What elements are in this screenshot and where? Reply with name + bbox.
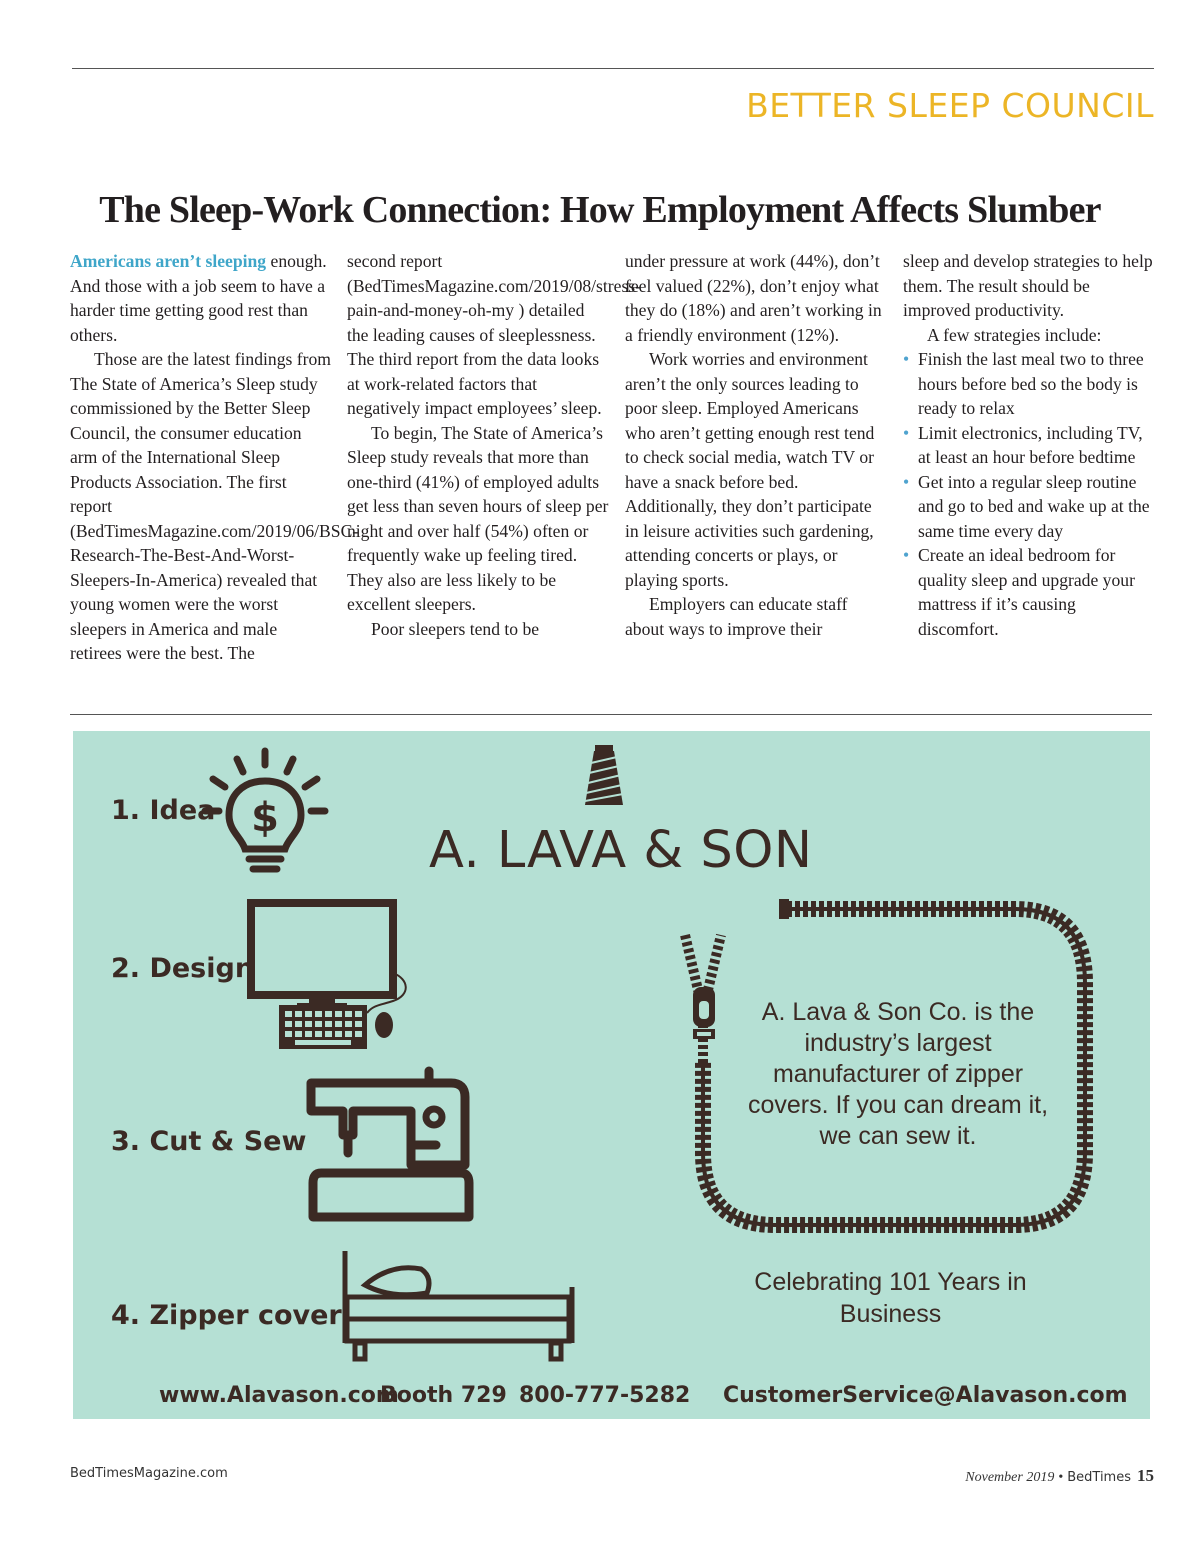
brand-name: A. LAVA & SON	[429, 821, 813, 880]
article-title: The Sleep-Work Connection: How Employment Affects Slumber	[99, 189, 1101, 231]
phone-number[interactable]: 800-777-5282	[519, 1383, 691, 1408]
step-cut-sew: 3. Cut & Sew	[111, 1126, 307, 1157]
footer-site: BedTimesMagazine.com	[70, 1466, 228, 1481]
paragraph: under pressure at work (44%), don’t feel valued (22%), don’t enjoy what they do (18%) and aren’t working in a friendly environment (12%).	[625, 251, 882, 345]
paragraph: second report (BedTimesMagazine.com/2019/08/stress-pain-and-money-oh-my ) detailed the leading causes of sleeplessness. The third report from the data looks at work-related factors that negatively impact employees’ sleep.	[347, 251, 642, 418]
article-column-4	[903, 249, 1155, 641]
article-column-2	[347, 249, 642, 641]
strategy-list	[903, 347, 1155, 641]
section-label: BETTER SLEEP COUNCIL	[746, 86, 1154, 125]
paragraph: Poor sleepers tend to be	[371, 618, 540, 639]
paragraph: To begin, The State of America’s Sleep study reveals that more than one-third (41%) of employed adults get less than seven hours of sleep per night and over half (54%) often or frequently wake up feeling tired. They also are less likely to be excellent sleepers.	[347, 422, 609, 614]
top-rule	[72, 68, 1154, 69]
thread-spool-icon	[581, 743, 627, 809]
website-link[interactable]: www.Alavason.com	[159, 1383, 399, 1408]
ad-blurb: A. Lava & Son Co. is the industry’s largest manufacturer of zipper covers. If you can dream it, we can sew it.	[747, 998, 1049, 1150]
bed-icon	[341, 1247, 576, 1365]
email-link[interactable]: CustomerService@Alavason.com	[723, 1383, 1128, 1408]
magazine-name: BedTimes	[1067, 1470, 1131, 1485]
step-zipper-cover: 4. Zipper cover	[111, 1300, 342, 1331]
footer-folio: November 2019 • BedTimes 15	[965, 1466, 1154, 1485]
step-idea: 1. Idea	[111, 795, 216, 826]
article-column-3	[625, 249, 887, 641]
issue-date: November 2019	[965, 1470, 1055, 1485]
paragraph: A few strategies include:	[927, 324, 1102, 345]
list-item: • Limit electronics, including TV, at least an hour before bedtime	[903, 421, 1155, 470]
page-number: 15	[1137, 1466, 1154, 1485]
anniversary-text: Celebrating 101 Years in Business	[754, 1268, 1027, 1328]
list-item: • Finish the last meal two to three hours before bed so the body is ready to relax	[903, 347, 1155, 421]
paragraph: Employers can educate staff about ways to improve their	[625, 594, 848, 639]
advertisement[interactable]	[73, 731, 1150, 1419]
paragraph: enough. And those with a job seem to have a harder time getting good rest than others.	[70, 251, 327, 345]
lead-in: Americans aren’t sleeping	[70, 251, 267, 271]
paragraph: Work worries and environment aren’t the only sources leading to poor sleep. Employed Americans who aren’t getting enough rest tend to check social media, watch TV or have a snack before bed. Additionally, they don’t participate in leisure activities such gardening, attending concerts or plays, or playing sports.	[625, 349, 875, 590]
paragraph: sleep and develop strategies to help them. The result should be improved productivity.	[903, 251, 1153, 320]
step-design: 2. Design	[111, 953, 255, 984]
article-column-1	[70, 249, 359, 666]
list-item: • Get into a regular sleep routine and go to bed and wake up at the same time every day	[903, 470, 1155, 544]
paragraph: Those are the latest findings from The State of America’s Sleep study commissioned by the Better Sleep Council, the consumer education arm of the International Sleep Products Association. The first report (BedTimesMagazine.com/2019/06/BSC-Research-The-Best-And-Worst-Sleepers-In-America) revealed that young women were the worst sleepers in America and male retirees were the best. The	[70, 349, 359, 663]
section-divider	[70, 714, 1152, 715]
computer-icon	[243, 895, 415, 1055]
list-item: • Create an ideal bedroom for quality sleep and upgrade your mattress if it’s causing discomfort.	[903, 543, 1155, 641]
lightbulb-dollar-icon	[201, 745, 331, 875]
booth-number: Booth 729	[380, 1383, 507, 1408]
sewing-machine-icon	[301, 1061, 476, 1227]
svg-text:$: $	[251, 795, 279, 841]
